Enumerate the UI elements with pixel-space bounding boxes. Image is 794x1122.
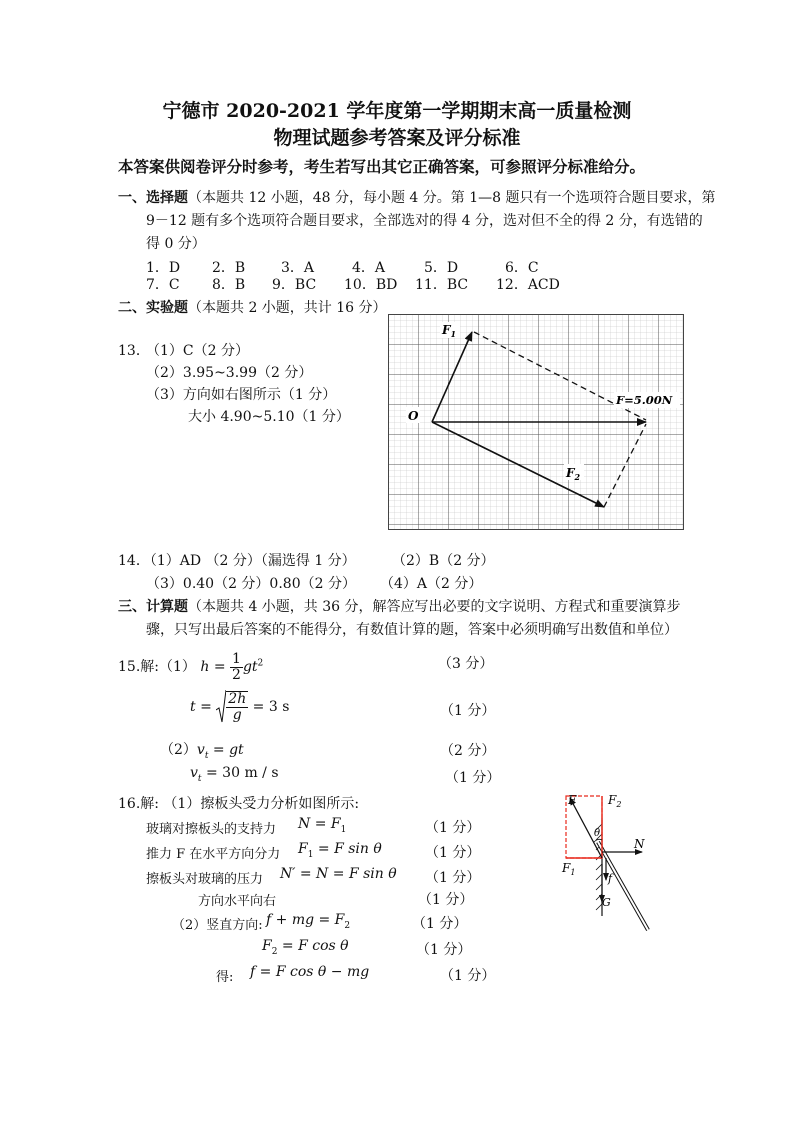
label-resultant: F=5.00N (616, 393, 673, 407)
q15-eq3: $(2)v_t$ = gt (160, 742, 244, 761)
page-subtitle: 物理试题参考答案及评分标准 (273, 127, 521, 149)
answer-12: 12．ACD (496, 277, 560, 293)
section3-header (118, 596, 681, 616)
q16-line3-score: （1 分） (425, 870, 481, 886)
q16-line5-text: （2）竖直方向: (172, 918, 263, 933)
q16-line1-score: （1 分） (425, 820, 481, 836)
q15-eq4-score: （1 分） (445, 770, 501, 786)
q13-part2: （2）3.95~3.99（2 分） (146, 365, 313, 381)
section1-desc-line1: （本题共 12 小题，48 分，每小题 4 分。第 1—8 题只有一个选项符合题目要求，第 (188, 190, 716, 206)
q13-part1: （1）C（2 分） (146, 343, 249, 359)
q16-line7-score: （1 分） (440, 968, 496, 984)
q16-line1-eq: $N = F_1$ (298, 816, 347, 835)
section1-heading: 一、选择题 (118, 190, 188, 206)
answer-10: 10．BD (344, 277, 398, 293)
section1-header (118, 187, 716, 207)
label-push-force: F (568, 793, 577, 807)
label-f2: $F_2$ (608, 793, 622, 809)
answer-7: 7．C (146, 277, 180, 293)
section1-desc-line2: 9－12 题有多个选项符合题目要求，全部选对的得 4 分，选对但不全的得 2 分，有选错的 (146, 213, 703, 229)
q16-line4-text: 方向水平向右 (198, 894, 277, 909)
answer-11: 11．BC (415, 277, 469, 293)
section3-heading: 三、计算题 (118, 599, 188, 615)
force-analysis-figure (556, 788, 660, 936)
q15-eq3-score: （2 分） (440, 743, 496, 759)
q16-line2-score: （1 分） (425, 845, 481, 861)
q14-line1-right: （2）B（2 分） (392, 553, 495, 569)
q16-line2-eq: $F_1 = F$ sin θ (298, 841, 382, 860)
answer-5: 5．D (424, 260, 459, 276)
q15-eq2: t = $\frac{2h}{g}$ = 3 s (190, 691, 290, 723)
label-theta: θ (594, 828, 601, 839)
section2-desc: （本题共 2 小题，共计 16 分） (188, 300, 387, 316)
q16-line3-eq: N′ = N = F sin θ (280, 866, 397, 882)
q16-line7-eq: f = F cos θ − mg (250, 964, 370, 980)
q16-line4-score: （1 分） (418, 892, 474, 908)
section3-desc-line1: （本题共 4 小题，共 36 分，解答应写出必要的文字说明、方程式和重要演算步 (188, 599, 681, 615)
q15-label: 15.解:（1） (118, 659, 196, 676)
label-normal: N (634, 837, 645, 851)
q16-line6-eq: $F_2 = F$ cos θ (262, 938, 349, 957)
q16-line1-text: 玻璃对擦板头的支持力 (146, 822, 277, 837)
label-f1: $F_1$ (562, 861, 576, 877)
q13-part4: 大小 4.90~5.10（1 分） (188, 409, 350, 425)
label-f2: $F_2$ (566, 466, 581, 482)
section1-desc-line3: 得 0 分） (146, 236, 206, 252)
answer-1: 1．D (146, 260, 181, 276)
q16-line3-text: 擦板头对玻璃的压力 (146, 872, 264, 887)
page-title: 宁德市 2020-2021 学年度第一学期期末高一质量检测 (162, 100, 632, 122)
label-origin: O (408, 409, 419, 423)
q15-eq4: $v_t = 30$ m / s (190, 765, 279, 784)
answer-8: 8．B (212, 277, 246, 293)
q16-line6-score: （1 分） (416, 942, 472, 958)
q16-line5-score: （1 分） (412, 916, 468, 932)
label-gravity: G (602, 896, 611, 909)
q14-line2-right: （4）A（2 分） (380, 576, 483, 592)
q14-line2-left: （3）0.40（2 分）0.80（2 分） (146, 576, 356, 592)
section2-heading: 二、实验题 (118, 300, 188, 316)
q13-number: 13． (118, 343, 150, 359)
section2-header (118, 297, 387, 317)
answer-3: 3．A (281, 260, 315, 276)
q16-line2-text: 推力 F 在水平方向分力 (146, 847, 281, 862)
sqrt-sign: $\frac{2h}{g}$ (216, 690, 248, 724)
q16-line5-eq: f + mg = $F_2$ (266, 912, 351, 931)
fraction-half: $\frac{1}{2}$ (232, 651, 241, 683)
q16-line7-text: 得: (216, 970, 234, 985)
q15-eq1: 15.解:（1） h = $\frac{1}{2}$ $gt^2$ (118, 651, 264, 683)
answer-4: 4．A (352, 260, 386, 276)
force-parallelogram-figure (388, 314, 684, 530)
q15-eq1-score: （3 分） (438, 656, 494, 672)
answer-2: 2．B (212, 260, 246, 276)
q14-line1-left: 14．（1）AD （2 分）（漏选得 1 分） (118, 553, 356, 569)
grading-notice: 本答案供阅卷评分时参考，考生若写出其它正确答案，可参照评分标准给分。 (118, 157, 646, 176)
q16-label: 16.解: （1）擦板头受力分析如图所示: (118, 796, 360, 812)
answer-9: 9．BC (272, 277, 317, 293)
label-friction: f (608, 872, 613, 885)
answer-6: 6．C (505, 260, 539, 276)
label-f1: $F_1$ (442, 323, 457, 339)
section3-desc-line2: 骤，只写出最后答案的不能得分，有数值计算的题，答案中必须明确写出数值和单位） (146, 622, 678, 638)
q13-part3: （3）方向如右图所示（1 分） (146, 387, 337, 403)
q15-eq2-score: （1 分） (440, 703, 496, 719)
